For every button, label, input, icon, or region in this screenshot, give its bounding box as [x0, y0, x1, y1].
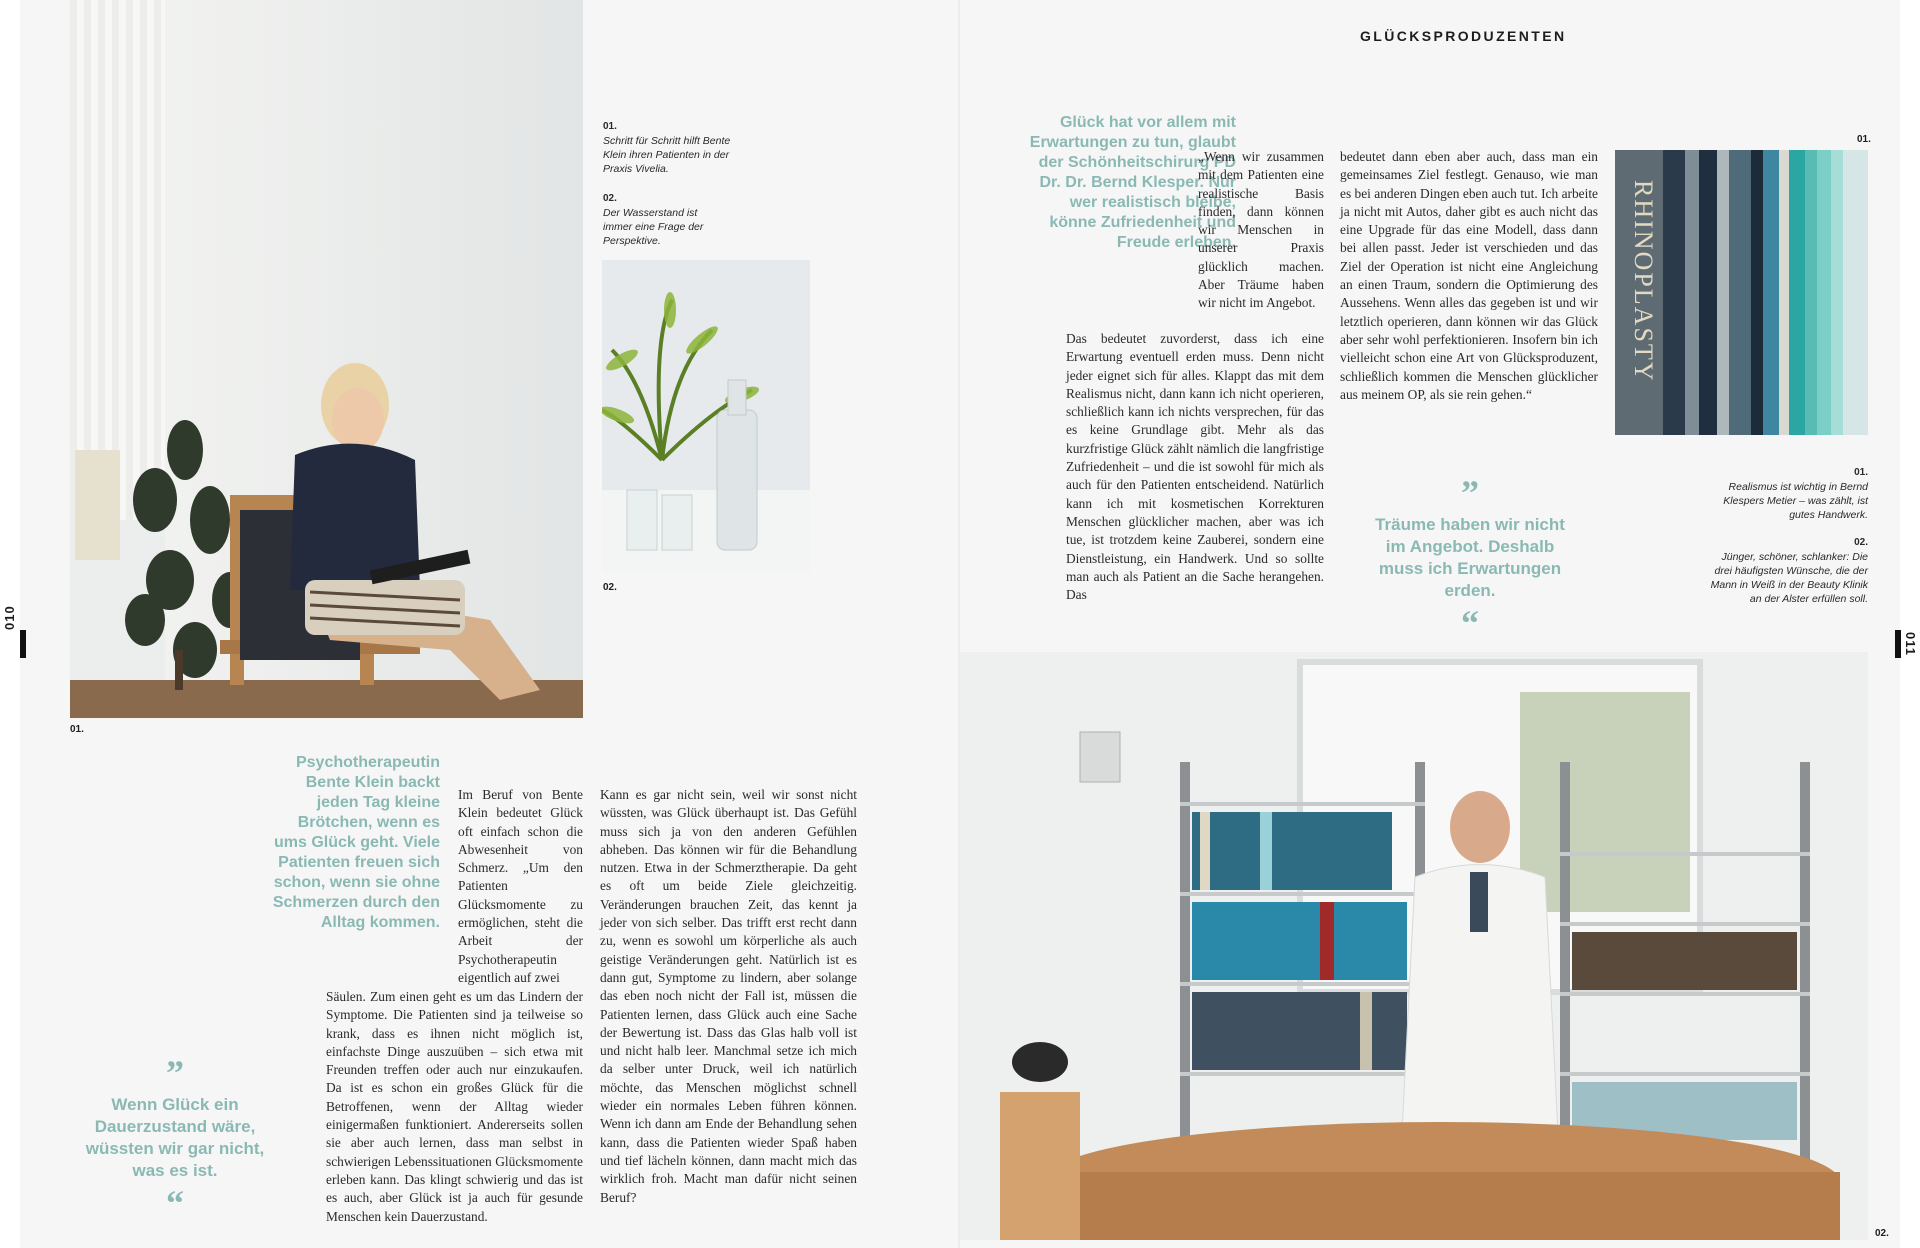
caption-text: Der Wasserstand ist immer eine Frage der Perspektive. — [603, 207, 704, 247]
caption-text: Realismus ist wichtig in Bernd Klespers Metier – was zählt, ist gutes Handwerk. — [1723, 481, 1868, 521]
caption-02 — [1703, 536, 1868, 606]
doctor-photo — [960, 652, 1868, 1240]
body-column-2: bedeutet dann eben aber auch, dass man ein gemeinsames Ziel festlegt. Genauso, wie man es bei anderen Dingen eben auch tut. Ich arbeite ja nicht mit Autos, daher gibt es auch nicht das eine Upgrade für das eine Modell, dass dann bei allen passt. Jeder ist verschieden und das Ziel der Operation ist nicht eine Angleichung an einen Traum, sondern die Optimierung des Aussehens. Wenn alles das gegeben ist und wir letztlich operieren, dann können wir das Glück aber sehr wohl perfektionieren. Insofern bin ich vielleicht schon eine Art von Glücksproduzent, schließlich kommen die Menschen glücklicher aus meinem OP, als sie rein gehen.“ — [1340, 149, 1598, 402]
caption-text: Jünger, schöner, schlanker: Die drei häufigsten Wünsche, die der Mann in Weiß in der Beauty Klinik an der Alster erfüllen soll. — [1710, 551, 1868, 605]
caption-number: 02. — [1854, 537, 1868, 548]
caption-02 — [603, 192, 718, 248]
caption-text: Schritt für Schritt hilft Bente Klein ihren Patienten in der Praxis Vivelia. — [603, 135, 731, 175]
therapist-photo — [70, 0, 583, 718]
body-column-1-top: Im Beruf von Bente Klein bedeutet Glück oft einfach schon die Abwesenheit von Schmerz. „Um den Patienten Glücksmomente zu ermöglichen, steht die Arbeit der Psychotherapeutin eigentlich auf zwei — [458, 787, 583, 985]
pull-quote — [70, 1053, 280, 1223]
book-spine-text: RHINOPLASTY — [1629, 180, 1658, 383]
body-column-2: Kann es gar nicht sein, weil wir sonst nicht wüssten, was Glück überhaupt ist. Das Gefühl muss sich ja von den anderen Gefühlen abheben. Das können wir für die Behandlung nutzen. Etwa in der Schmerztherapie. Da geht es oft um beide Ziele gleichzeitig. Veränderungen brauchen Zeit, das kennt ja jeder von sich selber. Das trifft erst recht dann zu, wenn es sowohl um körperliche als auch geistige Veränderungen geht. Natürlich ist es dann gut, Symptome zu lindern, aber solange das eben noch nicht der Fall ist, müssen die Patienten lernen, dass Glück auch eine Sache der Bewertung ist. Dass das Glas halb voll ist und nicht halb leer. Manchmal setze ich mich da selber unter Druck, weil ich natürlich möchte, das Menschen möglichst schnell wieder ein normales Leben führen können. Wenn ich dann am Ende der Behandlung sehen kann, dass die Patienten wieder Spaß haben und tief lächeln können, dann macht mich das wirklich froh. Macht man dafür nicht seinen Beruf? — [600, 787, 857, 1205]
plant-bottle-photo — [602, 260, 810, 572]
page-number-right — [1903, 632, 1918, 692]
caption-number: 01. — [603, 121, 617, 132]
page-number-bar — [20, 630, 26, 658]
quote-close-icon: “ — [166, 1183, 184, 1223]
intro-text: Glück hat vor allem mit Erwartungen zu tun, glaubt der Schönheitschirurg PD Dr. Dr. Bernd Klesper. Nur wer realistisch bleibe, könne Zufriedenheit und Freude erleben. — [1029, 114, 1236, 251]
quote-open-icon: ” — [166, 1053, 184, 1093]
caption-01 — [1703, 466, 1868, 522]
left-page — [20, 0, 960, 1248]
pull-quote-text: Wenn Glück ein Dauerzustand wäre, wüssten wir gar nicht, was es ist. — [85, 1095, 265, 1180]
page-number: 010 — [2, 605, 17, 630]
pull-quote — [1368, 473, 1572, 643]
pull-quote-text: Träume haben wir nicht im Angebot. Deshalb muss ich Erwartungen erden. — [1375, 515, 1565, 600]
books-photo — [1615, 150, 1868, 435]
quote-close-icon: “ — [1461, 603, 1479, 643]
body-column-1-bottom: Das bedeutet zuvorderst, dass ich eine Erwartung eventuell erden muss. Denn nicht jeder eignet sich für alles. Klappt das mit dem Realismus nicht, dann kann ich nicht operieren, schließlich kann ich nichts versprechen, für das es keine Grundlage gibt. Mehr als das kurzfristige Glück zählt nämlich die langfristige Zufriedenheit – und die ist sowohl für mich als auch für den Patienten entscheidend. Natürlich kann ich mit kosmetischen Korrekturen Menschen glücklicher machen, aber was ich tue, ist trotzdem keine Zauberei, sondern eine Dienstleistung, ein Handwerk. Und so sollte man auch als Patient an die Sache herangehen. Das — [1066, 331, 1324, 603]
quote-open-icon: ” — [1461, 473, 1479, 513]
photo-number: 02. — [603, 582, 617, 593]
caption-number: 02. — [603, 193, 617, 204]
photo-number: 01. — [1857, 134, 1871, 145]
page-number: 011 — [1903, 632, 1918, 656]
caption-number: 01. — [1854, 467, 1868, 478]
body-column-1-bottom: Säulen. Zum einen geht es um das Lindern der Symptome. Die Patienten sind ja teilweise so krank, dass es ihnen nicht möglich ist, einfachste Dinge auszuüben – sich etwa mit Freunden treffen oder auch nur einzukaufen. Da ist es schon ein großes Glück für die Betroffenen, wenn der Alltag wieder einigermaßen funktioniert. Andererseits sollen sie aber auch lernen, dass man selbst in schwierigen Lebenssituationen Glücksmomente erleben kann. Das klingt schwierig und das ist es auch, aber Glück ist ja auch für gesunde Menschen kein Dauerzustand. — [326, 989, 583, 1224]
page-number-left — [2, 570, 17, 630]
right-page — [960, 0, 1900, 1248]
intro-text: Psychotherapeutin Bente Klein backt jeden Tag kleine Brötchen, wenn es ums Glück geht. Viele Patienten freuen sich schon, wenn sie ohne Schmerzen durch den Alltag kommen. — [272, 754, 440, 931]
caption-01 — [603, 120, 738, 176]
body-column-1-top: „Wenn wir zusammen mit dem Patienten eine realistische Basis finden, dann können wir Menschen in unserer Praxis glücklich machen. Aber Träume haben wir nicht im Angebot. — [1198, 149, 1324, 311]
running-header: GLÜCKSPRODUZENTEN — [1360, 28, 1567, 44]
photo-number: 02. — [1875, 1228, 1889, 1239]
photo-number: 01. — [70, 724, 84, 735]
page-number-bar — [1895, 630, 1901, 658]
